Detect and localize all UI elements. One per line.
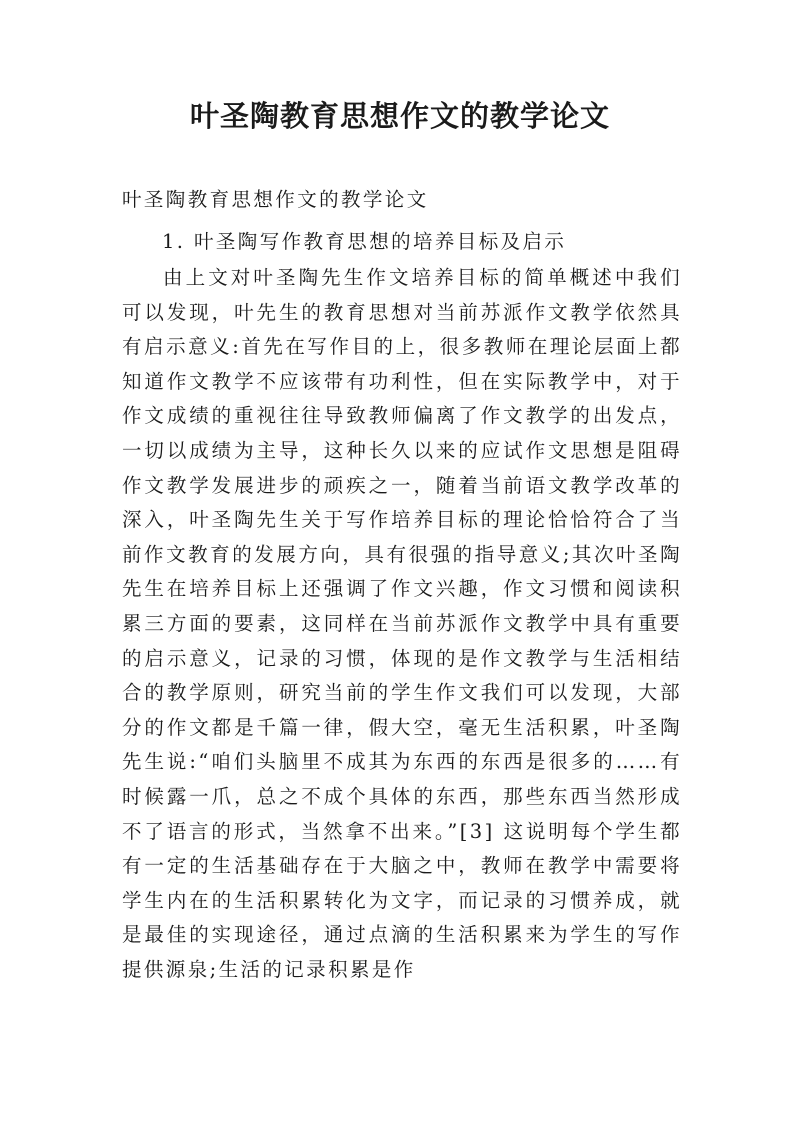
body-paragraph: 由上文对叶圣陶先生作文培养目标的简单概述中我们可以发现，叶先生的教育思想对当前苏派作文教学依然具有启示意义:首先在写作目的上，很多教师在理论层面上都知道作文教学不应该带有功利性，但在实际教学中，对于作文成绩的重视往往导致教师偏离了作文教学的出发点，一切以成绩为主导，这种长久以来的应试作文思想是阻碍作文教学发展进步的顽疾之一，随着当前语文教学改革的深入，叶圣陶先生关于写作培养目标的理论恰恰符合了当前作文教育的发展方向，具有很强的指导意义;其次叶圣陶先生在培养目标上还强调了作文兴趣，作文习惯和阅读积累三方面的要素，这同样在当前苏派作文教学中具有重要的启示意义，记录的习惯，体现的是作文教学与生活相结合的教学原则，研究当前的学生作文我们可以发现，大部分的作文都是千篇一律，假大空，毫无生活积累，叶圣陶先生说:“咱们头脑里不成其为东西的东西是很多的……有时候露一爪，总之不成个具体的东西，那些东西当然形成不了语言的形式，当然拿不出来。”[3] 这说明每个学生都有一定的生活基础存在于大脑之中，教师在教学中需要将学生内在的生活积累转化为文字，而记录的习惯养成，就是最佳的实现途径，通过点滴的生活积累来为学生的写作提供源泉;生活的记录积累是作	[122, 266, 682, 981]
document-title: 叶圣陶教育思想作文的教学论文	[189, 99, 610, 133]
document-subtitle: 叶圣陶教育思想作文的教学论文	[122, 188, 429, 211]
section-heading: 1. 叶圣陶写作教育思想的培养目标及启示	[162, 230, 567, 253]
